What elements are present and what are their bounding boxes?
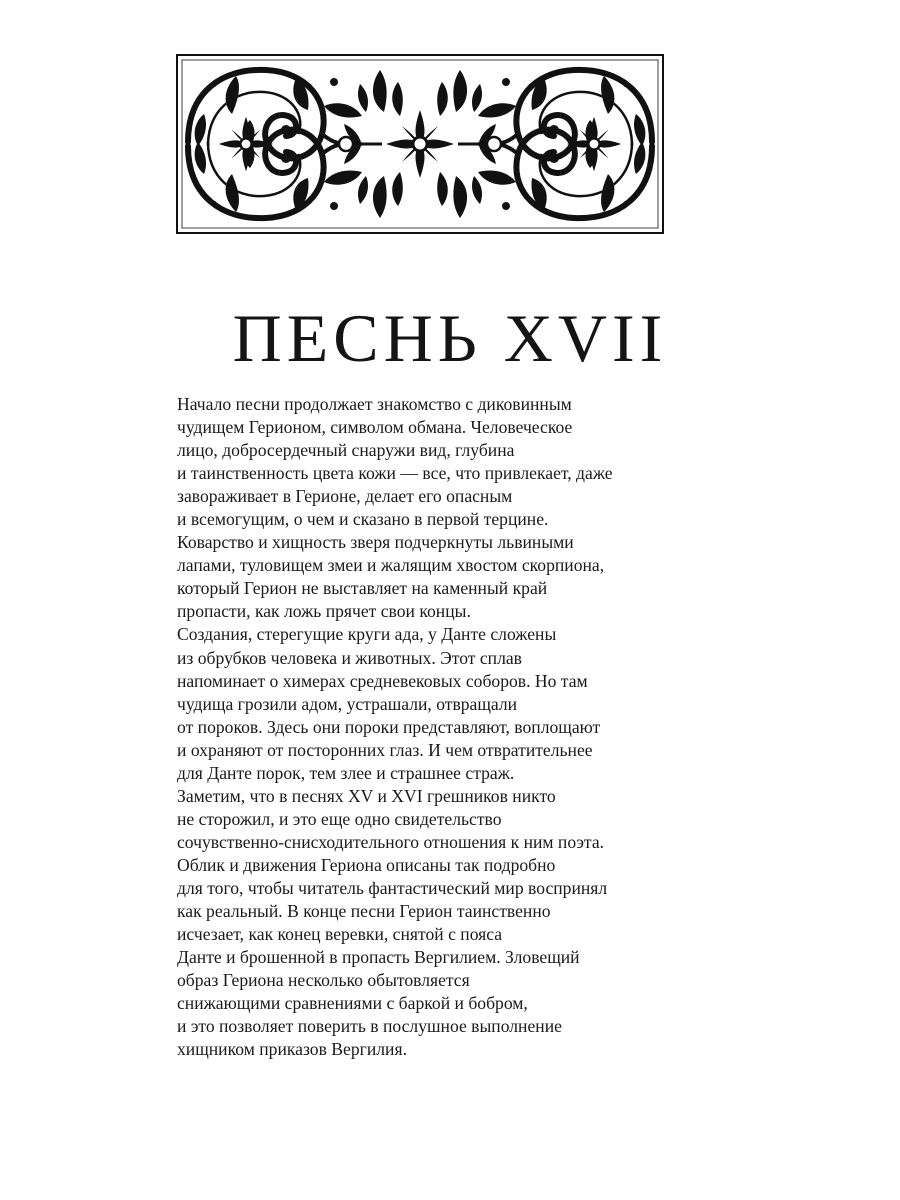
text-line: для Данте порок, тем злее и страшнее страж.: [177, 762, 515, 783]
text-line: как реальный. В конце песни Герион таинственно: [177, 901, 551, 922]
text-line: Облик и движения Гериона описаны так подробно: [177, 854, 556, 875]
text-line: от пороков. Здесь они пороки представляют, воплощают: [177, 716, 601, 737]
text-line: лапами, туловищем змеи и жалящим хвостом скорпиона,: [177, 555, 605, 576]
text-line: который Герион не выставляет на каменный край: [177, 578, 548, 599]
text-line: Данте и брошенной в пропасть Вергилием. Зловещий: [177, 947, 580, 968]
text-line: хищником приказов Вергилия.: [177, 1039, 407, 1060]
ornament-header: [176, 54, 664, 234]
text-line: и таинственность цвета кожи — все, что привлекает, даже: [177, 463, 613, 484]
text-line: Коварство и хищность зверя подчеркнуты львиными: [177, 532, 574, 553]
text-line: пропасти, как ложь прячет свои концы.: [177, 601, 471, 622]
text-line: Создания, стерегущие круги ада, у Данте сложены: [177, 624, 557, 645]
text-line: из обрубков человека и животных. Этот сплав: [177, 647, 522, 668]
text-line: лицо, добросердечный снаружи вид, глубина: [177, 440, 515, 461]
text-line: исчезает, как конец веревки, снятой с пояса: [177, 924, 503, 945]
text-line: не сторожил, и это еще одно свидетельство: [177, 808, 502, 829]
text-line: снижающими сравнениями с баркой и бобром,: [177, 993, 528, 1014]
text-line: чудища грозили адом, устрашали, отвращали: [177, 693, 518, 714]
text-line: Заметим, что в песнях XV и XVI грешников никто: [177, 785, 556, 806]
text-line: и это позволяет поверить в послушное выполнение: [177, 1016, 562, 1037]
text-line: Начало песни продолжает знакомство с диковинным: [177, 394, 572, 414]
text-line: и охраняют от посторонних глаз. И чем отвратительнее: [177, 739, 593, 760]
text-line: для того, чтобы читатель фантастический мир воспринял: [177, 877, 608, 898]
chapter-title: ПЕСНЬ XVII: [232, 300, 668, 376]
text-line: и всемогущим, о чем и сказано в первой терцине.: [177, 509, 549, 530]
text-line: завораживает в Герионе, делает его опасным: [177, 486, 513, 507]
text-line: образ Гериона несколько обытовляется: [177, 970, 470, 991]
text-line: сочувственно-снисходительного отношения к ним поэта.: [177, 831, 605, 852]
text-line: чудищем Герионом, символом обмана. Человеческое: [177, 417, 573, 438]
arabesque-ornament-icon: [176, 54, 664, 234]
chapter-summary: [177, 393, 677, 1061]
text-line: напоминает о химерах средневековых соборов. Но там: [177, 670, 588, 691]
